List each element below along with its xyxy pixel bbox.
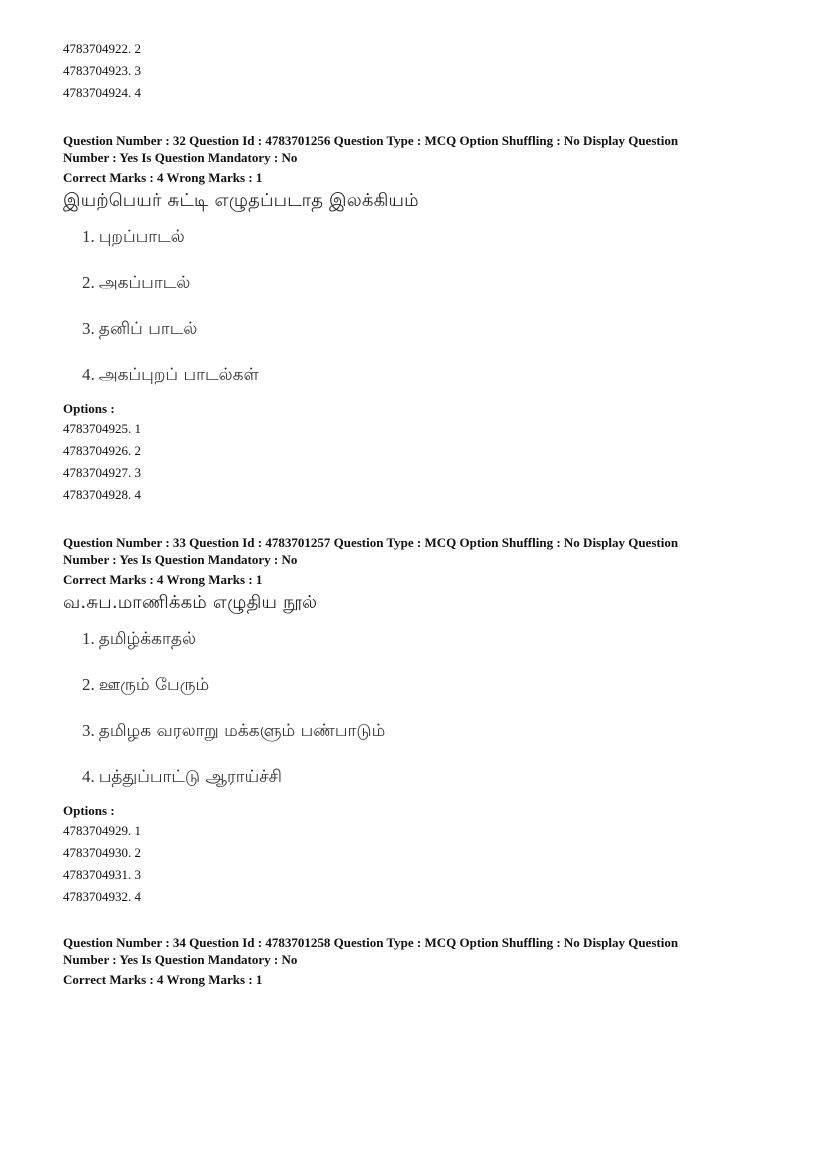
choice-item (63, 306, 773, 352)
options-list (63, 820, 773, 908)
question-header-line: Question Number : 34 Question Id : 4783701258 Question Type : MCQ Option Shuffling : No Display Question (63, 935, 679, 950)
choice-number: 4. (82, 365, 95, 384)
question-marks: Correct Marks : 4 Wrong Marks : 1 (63, 972, 263, 987)
choice-item (63, 214, 773, 260)
choice-number: 3. (82, 721, 95, 740)
choice-item (63, 754, 773, 800)
option-id: 4783704924. 4 (63, 85, 141, 100)
option-id: 4783704928. 4 (63, 487, 141, 502)
choice-number: 2. (82, 675, 95, 694)
question-block-33 (63, 534, 773, 908)
question-block-32 (63, 132, 773, 506)
choice-item (63, 616, 773, 662)
option-id: 4783704932. 4 (63, 889, 141, 904)
choice-item (63, 260, 773, 306)
choice-number: 1. (82, 227, 95, 246)
options-label: Options : (63, 401, 115, 416)
question-header (63, 534, 773, 568)
question-header (63, 132, 773, 166)
choice-item (63, 708, 773, 754)
question-marks: Correct Marks : 4 Wrong Marks : 1 (63, 170, 263, 185)
option-id: 4783704923. 3 (63, 63, 141, 78)
choice-list (63, 214, 773, 398)
question-header-line: Question Number : 32 Question Id : 4783701256 Question Type : MCQ Option Shuffling : No Display Question (63, 133, 679, 148)
choice-item (63, 352, 773, 398)
options-label: Options : (63, 803, 115, 818)
choice-number: 1. (82, 629, 95, 648)
option-id: 4783704930. 2 (63, 845, 141, 860)
choice-list (63, 616, 773, 800)
choice-text: அகப்புறப் பாடல்கள் (98, 365, 259, 385)
choice-text: தனிப் பாடல் (98, 319, 198, 339)
question-marks: Correct Marks : 4 Wrong Marks : 1 (63, 572, 263, 587)
choice-number: 3. (82, 319, 95, 338)
choice-text: தமிழக வரலாறு மக்களும் பண்பாடும் (98, 721, 386, 741)
choice-text: புறப்பாடல் (98, 227, 185, 247)
option-id: 4783704927. 3 (63, 465, 141, 480)
question-header-line: Number : Yes Is Question Mandatory : No (63, 552, 298, 567)
options-list (63, 418, 773, 506)
question-header-line: Number : Yes Is Question Mandatory : No (63, 150, 298, 165)
choice-text: அகப்பாடல் (98, 273, 191, 293)
prev-options-list (63, 38, 773, 104)
choice-text: ஊரும் பேரும் (98, 675, 210, 695)
question-header-line: Question Number : 33 Question Id : 4783701257 Question Type : MCQ Option Shuffling : No Display Question (63, 535, 679, 550)
question-header-line: Number : Yes Is Question Mandatory : No (63, 952, 298, 967)
option-id: 4783704922. 2 (63, 41, 141, 56)
choice-item (63, 662, 773, 708)
choice-text: பத்துப்பாட்டு ஆராய்ச்சி (98, 767, 282, 787)
option-id: 4783704926. 2 (63, 443, 141, 458)
option-id: 4783704931. 3 (63, 867, 141, 882)
question-header (63, 934, 773, 968)
question-text: வ.சுப.மாணிக்கம் எழுதிய நூல் (63, 592, 318, 613)
choice-number: 4. (82, 767, 95, 786)
question-text: இயற்பெயர் சுட்டி எழுதப்படாத இலக்கியம் (63, 190, 419, 211)
option-id: 4783704925. 1 (63, 421, 141, 436)
choice-number: 2. (82, 273, 95, 292)
choice-text: தமிழ்க்காதல் (98, 629, 197, 649)
question-block-34 (63, 934, 773, 988)
option-id: 4783704929. 1 (63, 823, 141, 838)
